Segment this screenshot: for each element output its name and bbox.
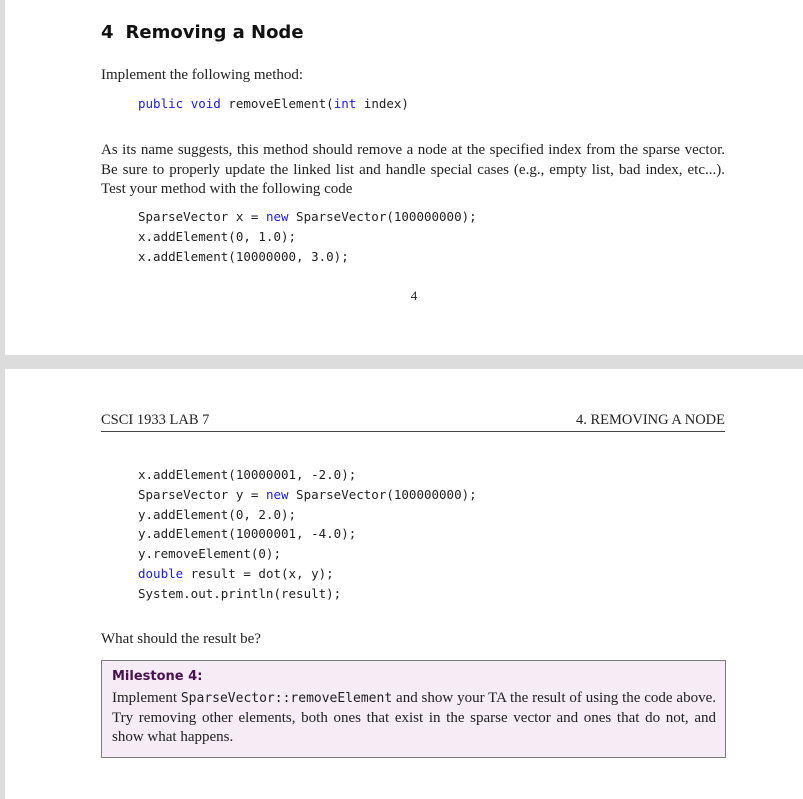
question-paragraph: What should the result be?	[101, 631, 261, 647]
milestone-text: Implement SparseVector::removeElement and show your TA the result of using the code above. Try removing other elements, both ones that exist in the sparse vector and ones that do not, and show what happens.	[112, 690, 716, 745]
code-keyword: new	[265, 209, 289, 224]
page-1	[5, 0, 803, 355]
code-line: x.addElement(0, 1.0);	[138, 228, 297, 244]
code-keyword: new	[265, 486, 289, 502]
header-course: CSCI 1933 LAB 7	[101, 412, 210, 428]
section-heading	[101, 22, 304, 43]
code-text: removeElement(	[228, 96, 334, 111]
code-keyword: double	[138, 565, 184, 581]
code-line: double result = dot(x, y);	[138, 565, 334, 581]
code-keyword: int	[333, 96, 357, 111]
code-keyword: public	[138, 96, 184, 111]
code-reference: SparseVector::removeElement	[180, 691, 393, 706]
code-text: index)	[356, 96, 409, 111]
section-number: 4	[101, 22, 114, 43]
header-section: 4. REMOVING A NODE	[575, 412, 725, 428]
description-paragraph: As its name suggests, this method should remove a node at the specified index from the sparse vector. Be sure to properly update the linked list and handle special cases (e.g., empty list, bad index, etc...). Test your method with the following code	[101, 142, 725, 197]
code-line: y.removeElement(0);	[138, 546, 281, 562]
milestone-box	[101, 660, 726, 758]
code-block-2	[138, 465, 477, 604]
code-line: x.addElement(10000000, 3.0);	[138, 248, 349, 264]
code-line: System.out.println(result);	[138, 585, 342, 601]
code-block-1	[138, 207, 477, 266]
code-line: y.addElement(10000001, -4.0);	[138, 526, 357, 542]
page-2	[5, 369, 803, 799]
section-title: Removing a Node	[125, 22, 304, 43]
milestone-title: Milestone 4:	[112, 669, 203, 684]
code-line: SparseVector x = new SparseVector(100000000);	[138, 209, 477, 224]
page-number: 4	[410, 288, 418, 303]
running-header	[101, 412, 725, 432]
intro-paragraph: Implement the following method:	[101, 67, 304, 83]
code-line: x.addElement(10000001, -2.0);	[138, 467, 357, 482]
code-line: SparseVector y = new SparseVector(100000000);	[138, 486, 477, 502]
code-keyword: void	[190, 96, 221, 111]
code-line: y.addElement(0, 2.0);	[138, 506, 297, 522]
method-signature	[138, 94, 409, 114]
